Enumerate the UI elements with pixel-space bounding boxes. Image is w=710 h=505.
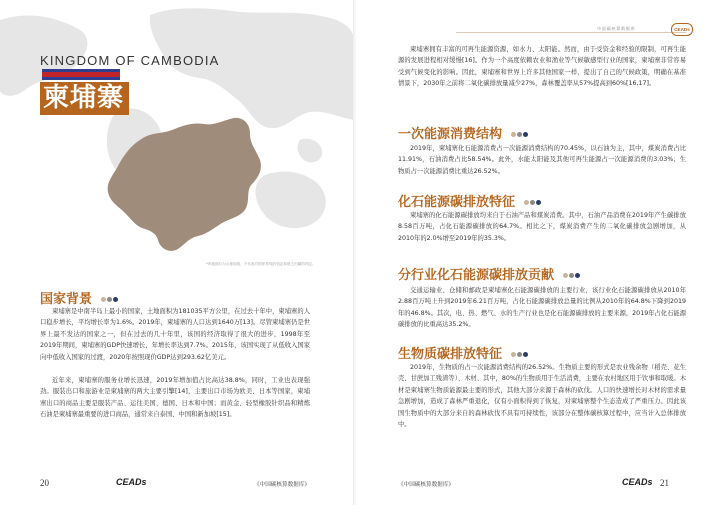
heading-dots-icon [511, 127, 529, 142]
kingdom-title: KINGDOM OF CAMBODIA [40, 53, 220, 68]
cambodia-flag-stripe [42, 69, 120, 80]
section-heading-sector-emissions [398, 264, 581, 283]
heading-dots-icon [524, 195, 542, 210]
section-heading-text: 化石能源碳排放特征 [398, 195, 516, 210]
left-footer-book-title: 《中国碳核算数据库》 [254, 482, 310, 488]
cambodia-map [100, 112, 270, 262]
section-heading-text: 一次能源消费结构 [398, 127, 503, 142]
primary-energy-paragraph: 2019年，柬埔寨化石能源消费占一次能源消费结构的70.45%，以石油为主，其中，煤炭消费占比11.91%，石油消费占比58.54%。此外，水能太阳能及其他可再生能源占一次能源消费的3.03%；生物质占一次能源消费比重达26.52%。 [398, 145, 686, 175]
country-name: 柬埔寨 [40, 82, 129, 115]
right-footer-book-title: 《中国碳核算数据库》 [398, 482, 454, 488]
section-heading-primary-energy [398, 123, 529, 142]
fossil-emissions-paragraph: 柬埔寨的化石能源碳排放均来自于石油产品和煤炭消费。其中，石油产品消费在2019年产生碳排放8.58百万吨，占化石能源碳排放的64.7%。相比之下，煤炭消费产生的二氧化碳排放急剧增加，从2010年的2.0%增至2019年的35.3%。 [398, 212, 686, 242]
section-heading-background [40, 288, 119, 307]
section-heading-text: 分行业化石能源碳排放贡献 [398, 268, 555, 283]
biomass-emissions-paragraph: 2019年，生物质的占一次能源消费结构的26.52%。生物质主要的形式是农业残余物（稻壳、花生壳、甘蔗加工残渣等）、木材、其中，80%的生物质用于生活消费，主要在农村地区用于饮事和取暖。木材是柬埔寨生物质能源最主要的形式，其他大部分来源于森林的砍伐。人口的快速增长对木材的需求量急剧增加，造成了森林严重退化，仅有小面积得到了恢复，对柬埔寨整个生态造成了严重压力。因此该国生物质中的大部分来自的森林砍伐不具有可持续性，该部分在整体碳核算过程中，应当计入总体排放中。 [398, 364, 686, 429]
section-heading-text: 国家背景 [40, 292, 93, 307]
background-paragraph-1: 柬埔寨是中南半岛上最小的国家，土地面积为181035平方公里，在过去十年中，柬埔寨的人口稳步增长，平均增长率为1.6%。2019年，柬埔寨的人口达到1640万[13]。尽管柬埔寨仍是世界上最不发达的国家之一，但在过去的几十年里，该国的经济取得了很大的进步，1998年至2019年期间，柬埔寨的GDP快速增长，年增长率达到7.7%。2015年，该国实现了从低收入国家向中低收入国家的过渡，2020年按照现价GDP达到293.62亿美元。 [40, 308, 310, 361]
background-paragraph-2: 近年来，柬埔寨的服务业增长迅速，2019年增加值占比高达38.8%，同时，工业也表现强劲。服装出口和旅游业是柬埔寨的两大主要引擎[14]，主要出口市场为欧美、日本等国家，柬埔寨出口的商品主要是服装产品、运往美国、德国、日本和中国；而黄金、轻型橡胶针织品和精炼石油是柬埔寨最重要的进口商品，通常来自泰国、中国和新加坡[15]。 [40, 377, 310, 419]
left-footer-logo: CEADs [116, 477, 147, 487]
header-badge: CEADs [671, 23, 693, 36]
sector-emissions-paragraph: 交通运输业、仓储和邮政是柬埔寨化石能源碳排放的主要行业，该行业化石能源碳排放从2010年2.88百万吨上升到2019年6.21百万吨，占化石能源碳排放总量的比例从2010年的64.8%下降到2019年的46.8%。其次，电、热、燃气、水的生产行业也是化石能源碳排放的主要来源，2019年占化石能源碳排放的比重高达35.2%。 [398, 287, 686, 329]
header-running-title: 中国碳核算数据库 [597, 26, 636, 31]
section-heading-text: 生物质碳排放特征 [398, 347, 503, 362]
heading-dots-icon [563, 268, 581, 283]
intro-paragraph: 柬埔寨拥有丰富的可再生能源资源，如水力、太阳能。然而，由于受资金和经验的限制，可再生能源的发展进程相对缓慢[16]。作为一个高度依赖农业和渔业等气候敏感型行业的国家，柬埔寨非常容易受到气候变化的影响。因此，柬埔寨和世界上许多其他国家一样，提出了自己的气候政策，明确在基准情景下，2030年之前将二氧化碳排放量减少27%，森林覆盖率从57%提高到60%[16,17]。 [398, 46, 686, 88]
map-caption: *该地图仅为示意用图，不代表对国家界线的划定和领土归属的判定。 [206, 262, 316, 266]
header-rule [456, 32, 686, 33]
left-page [0, 0, 354, 505]
left-page-number: 20 [40, 478, 49, 488]
section-heading-biomass-emissions [398, 343, 529, 362]
section-heading-fossil-emissions [398, 191, 542, 210]
map-area [0, 0, 354, 275]
right-page-number: 21 [660, 478, 669, 488]
right-footer-logo: CEADs [622, 477, 653, 487]
heading-dots-icon [101, 292, 119, 307]
heading-dots-icon [511, 347, 529, 362]
